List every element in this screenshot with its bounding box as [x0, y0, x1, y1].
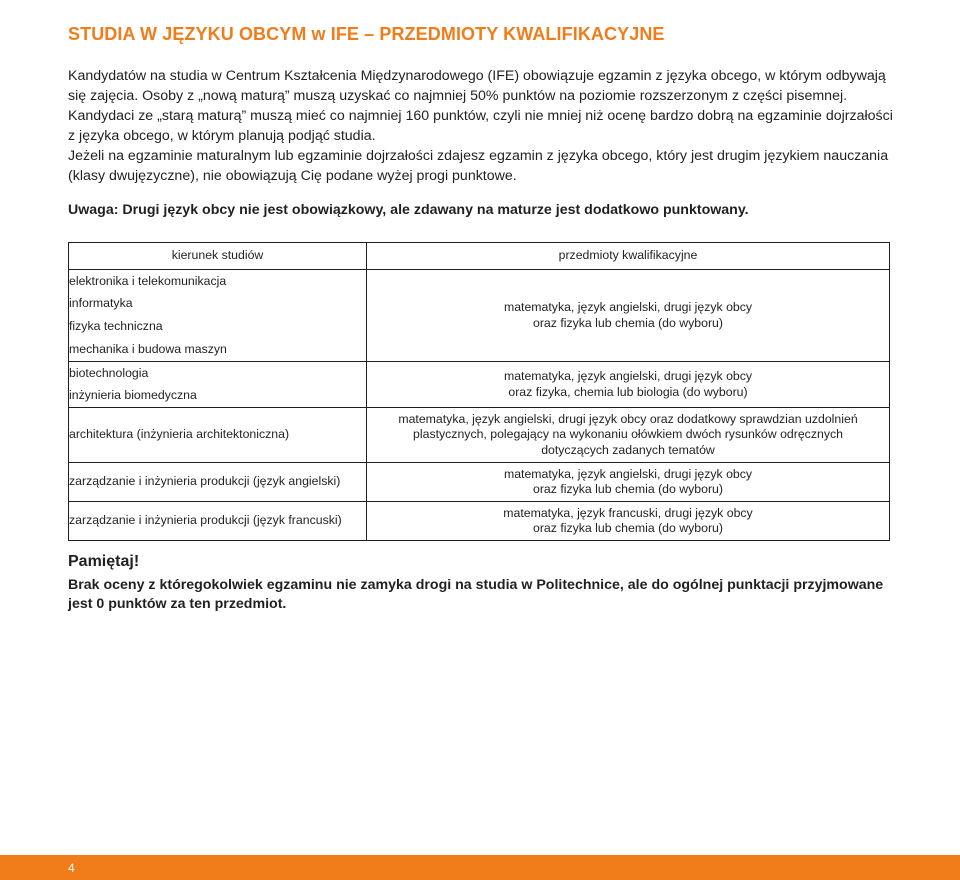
remember-title: Pamiętaj! [68, 553, 140, 570]
table-row [69, 463, 890, 502]
subjects-line: matematyka, język angielski, drugi język obcy oraz dodatkowy sprawdzian uzdolnień plastycznych, polegający na wykonaniu ołówkiem dwóch rysunków odręcznych dotyczących zadanych tematów [398, 411, 858, 457]
header-qualifying-subjects: przedmioty kwalifikacyjne [367, 243, 890, 270]
subjects-line: matematyka, język francuski, drugi język obcy oraz fizyka lub chemia (do wyboru) [503, 505, 753, 535]
subjects-cell [367, 362, 890, 408]
table-header-row [69, 243, 890, 270]
field-cell: elektronika i telekomunikacja [69, 270, 367, 293]
subjects-cell [367, 463, 890, 502]
remember-text: Brak oceny z któregokolwiek egzaminu nie zamyka drogi na studia w Politechnice, ale do ogólnej punktacji przyjmowane jest 0 punktów za ten przedmiot. [68, 577, 884, 612]
field-cell: architektura (inżynieria architektoniczna) [69, 408, 367, 463]
field-cell: biotechnologia [69, 362, 367, 385]
page-title: STUDIA W JĘZYKU OBCYM w IFE – PRZEDMIOTY KWALIFIKACYJNE [68, 24, 665, 44]
field-cell: fizyka techniczna [69, 316, 367, 339]
table-row [69, 408, 890, 463]
subjects-line: matematyka, język angielski, drugi język obcy oraz fizyka, chemia lub biologia (do wyboru) [503, 369, 753, 399]
field-cell: zarządzanie i inżynieria produkcji (język angielski) [69, 463, 367, 502]
field-cell: zarządzanie i inżynieria produkcji (język francuski) [69, 502, 367, 541]
field-cell: mechanika i budowa maszyn [69, 339, 367, 362]
qualification-table [68, 242, 890, 541]
intro-paragraph-2: Jeżeli na egzaminie maturalnym lub egzaminie dojrzałości zdajesz egzamin z języka obcego, który jest drugim językiem nauczania (klasy dwujęzyczne), nie obowiązują Cię podane wyżej progi punktowe. [68, 148, 889, 184]
note-text: Uwaga: Drugi język obcy nie jest obowiązkowy, ale zdawany na maturze jest dodatkowo punktowany. [68, 202, 749, 218]
subjects-cell [367, 408, 890, 463]
subjects-cell [367, 502, 890, 541]
page-number: 4 [68, 861, 75, 875]
subjects-line: matematyka, język angielski, drugi język obcy oraz fizyka lub chemia (do wyboru) [503, 466, 753, 496]
intro-text [68, 66, 894, 186]
field-cell: inżynieria biomedyczna [69, 385, 367, 408]
subjects-cell [367, 270, 890, 362]
field-cell: informatyka [69, 293, 367, 316]
table-row [69, 270, 890, 293]
footer-bar [0, 855, 960, 880]
intro-paragraph-1: Kandydatów na studia w Centrum Kształcenia Międzynarodowego (IFE) obowiązuje egzamin z języka obcego, w którym odbywają się zajęcia. Osoby z „nową maturą” muszą uzyskać co najmniej 50% punktów na poziomie rozszerzonym z części pisemnej. Kandydaci ze „starą maturą” muszą mieć co najmniej 160 punktów, czyli nie mniej niż ocenę bardzo dobrą na egzaminie dojrzałości z języka obcego, w którym planują podjąć studia. [68, 68, 893, 144]
table-row [69, 502, 890, 541]
subjects-line: matematyka, język angielski, drugi język obcy oraz fizyka lub chemia (do wyboru) [503, 300, 753, 330]
header-field-of-study: kierunek studiów [69, 243, 367, 270]
table-row [69, 362, 890, 385]
